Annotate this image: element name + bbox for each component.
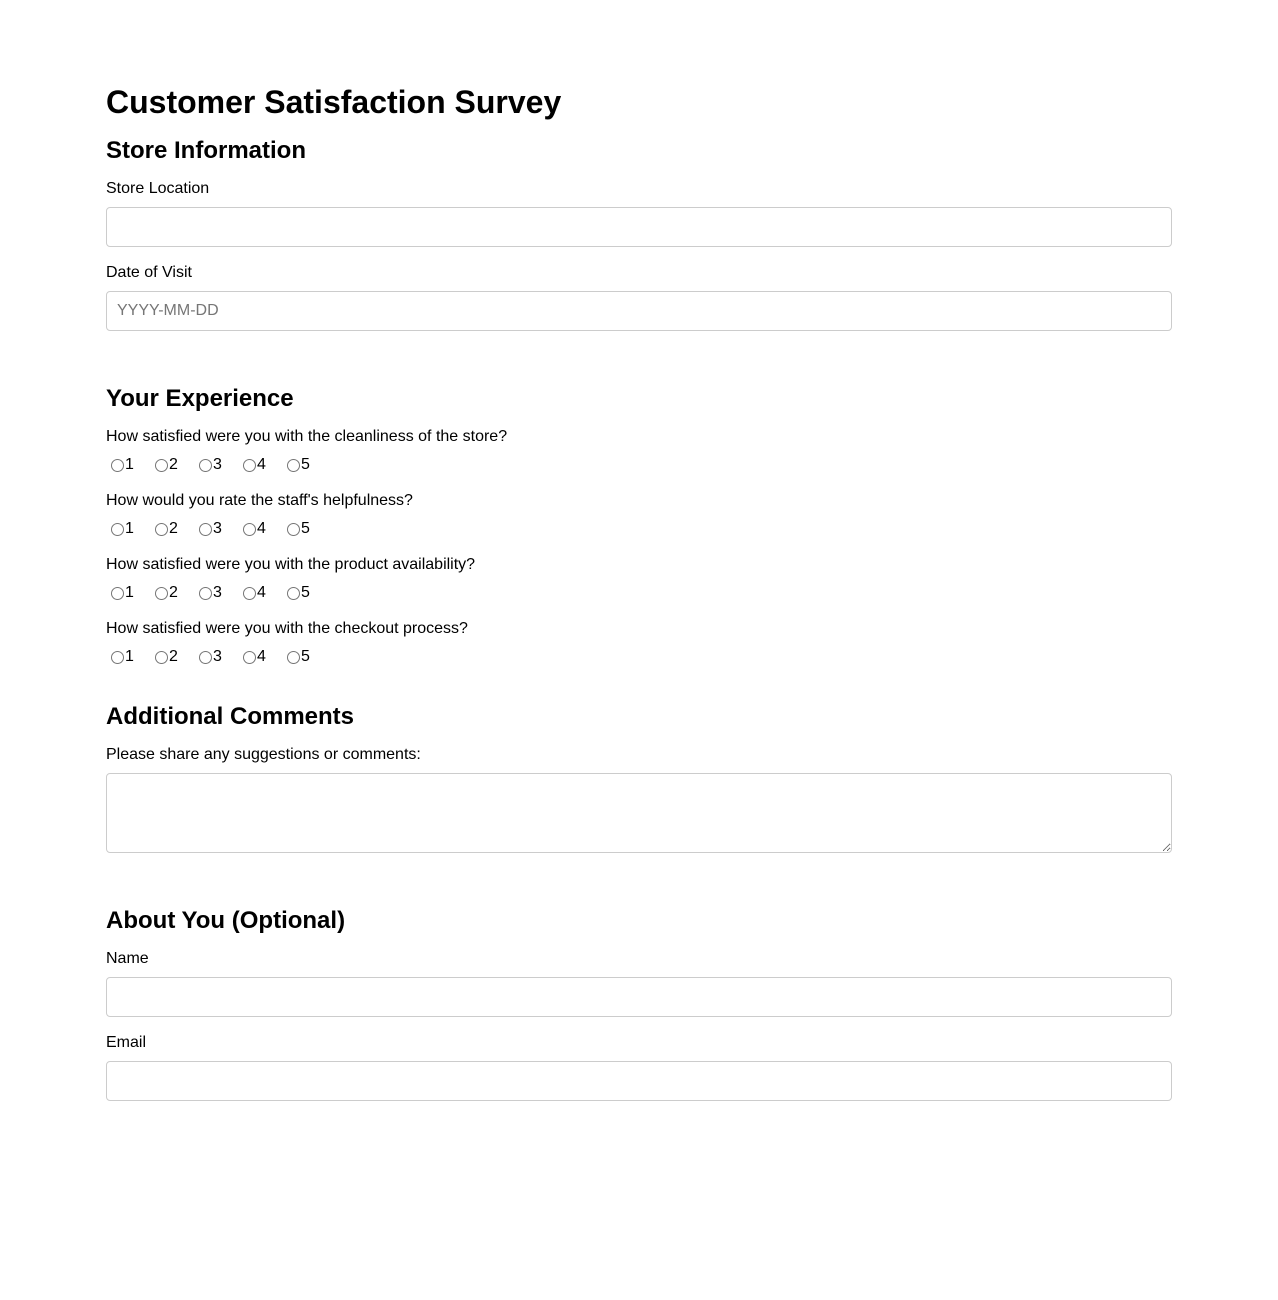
radio-button[interactable] bbox=[243, 523, 256, 536]
radio-button[interactable] bbox=[155, 459, 168, 472]
rating-option[interactable] bbox=[287, 455, 331, 475]
rating-value: 1 bbox=[125, 648, 134, 665]
rating-value: 4 bbox=[257, 520, 266, 537]
question-availability-label: How satisfied were you with the product availability? bbox=[106, 556, 476, 573]
question-cleanliness-ratings bbox=[111, 455, 331, 475]
email-label: Email bbox=[106, 1034, 147, 1051]
question-cleanliness-label: How satisfied were you with the cleanliness of the store? bbox=[106, 428, 508, 445]
radio-button[interactable] bbox=[243, 459, 256, 472]
radio-button[interactable] bbox=[199, 587, 212, 600]
rating-option[interactable] bbox=[155, 583, 199, 603]
rating-value: 1 bbox=[125, 456, 134, 473]
rating-value: 3 bbox=[213, 584, 222, 601]
question-checkout-label: How satisfied were you with the checkout process? bbox=[106, 620, 468, 637]
radio-button[interactable] bbox=[243, 651, 256, 664]
radio-button[interactable] bbox=[111, 587, 124, 600]
radio-button[interactable] bbox=[287, 523, 300, 536]
date-of-visit-label: Date of Visit bbox=[106, 264, 192, 281]
rating-value: 5 bbox=[301, 648, 310, 665]
radio-button[interactable] bbox=[287, 587, 300, 600]
rating-option[interactable] bbox=[243, 647, 287, 667]
rating-value: 4 bbox=[257, 584, 266, 601]
radio-button[interactable] bbox=[155, 651, 168, 664]
radio-button[interactable] bbox=[111, 459, 124, 472]
rating-value: 5 bbox=[301, 456, 310, 473]
name-label: Name bbox=[106, 950, 149, 967]
rating-value: 5 bbox=[301, 520, 310, 537]
question-staff-label: How would you rate the staff's helpfulness? bbox=[106, 492, 413, 509]
rating-option[interactable] bbox=[287, 647, 331, 667]
name-input[interactable] bbox=[106, 977, 1172, 1017]
rating-value: 3 bbox=[213, 648, 222, 665]
radio-button[interactable] bbox=[199, 459, 212, 472]
rating-option[interactable] bbox=[199, 647, 243, 667]
rating-option[interactable] bbox=[243, 519, 287, 539]
email-input[interactable] bbox=[106, 1061, 1172, 1101]
rating-option[interactable] bbox=[111, 647, 155, 667]
rating-option[interactable] bbox=[199, 519, 243, 539]
rating-option[interactable] bbox=[111, 519, 155, 539]
comments-section-heading: Additional Comments bbox=[106, 703, 355, 730]
radio-button[interactable] bbox=[155, 587, 168, 600]
experience-section-heading: Your Experience bbox=[106, 385, 294, 412]
rating-option[interactable] bbox=[243, 455, 287, 475]
question-staff-ratings bbox=[111, 519, 331, 539]
rating-option[interactable] bbox=[155, 647, 199, 667]
store-location-input[interactable] bbox=[106, 207, 1172, 247]
rating-value: 1 bbox=[125, 584, 134, 601]
rating-option[interactable] bbox=[199, 455, 243, 475]
about-section-heading: About You (Optional) bbox=[106, 907, 346, 934]
rating-value: 2 bbox=[169, 456, 178, 473]
store-location-label: Store Location bbox=[106, 180, 210, 197]
rating-value: 3 bbox=[213, 456, 222, 473]
radio-button[interactable] bbox=[199, 523, 212, 536]
comments-prompt-label: Please share any suggestions or comments: bbox=[106, 746, 421, 763]
rating-value: 4 bbox=[257, 456, 266, 473]
radio-button[interactable] bbox=[111, 523, 124, 536]
rating-option[interactable] bbox=[111, 455, 155, 475]
radio-button[interactable] bbox=[155, 523, 168, 536]
page-title: Customer Satisfaction Survey bbox=[106, 84, 562, 120]
rating-value: 4 bbox=[257, 648, 266, 665]
rating-value: 3 bbox=[213, 520, 222, 537]
rating-value: 2 bbox=[169, 520, 178, 537]
radio-button[interactable] bbox=[287, 459, 300, 472]
radio-button[interactable] bbox=[287, 651, 300, 664]
radio-button[interactable] bbox=[243, 587, 256, 600]
store-section-heading: Store Information bbox=[106, 137, 307, 164]
radio-button[interactable] bbox=[199, 651, 212, 664]
rating-option[interactable] bbox=[155, 455, 199, 475]
rating-value: 2 bbox=[169, 648, 178, 665]
question-availability-ratings bbox=[111, 583, 331, 603]
rating-value: 5 bbox=[301, 584, 310, 601]
date-of-visit-input[interactable] bbox=[106, 291, 1172, 331]
rating-option[interactable] bbox=[155, 519, 199, 539]
question-checkout-ratings bbox=[111, 647, 331, 667]
rating-option[interactable] bbox=[243, 583, 287, 603]
rating-option[interactable] bbox=[287, 583, 331, 603]
comments-textarea[interactable] bbox=[106, 773, 1172, 853]
rating-option[interactable] bbox=[287, 519, 331, 539]
rating-option[interactable] bbox=[111, 583, 155, 603]
rating-value: 1 bbox=[125, 520, 134, 537]
rating-value: 2 bbox=[169, 584, 178, 601]
rating-option[interactable] bbox=[199, 583, 243, 603]
radio-button[interactable] bbox=[111, 651, 124, 664]
